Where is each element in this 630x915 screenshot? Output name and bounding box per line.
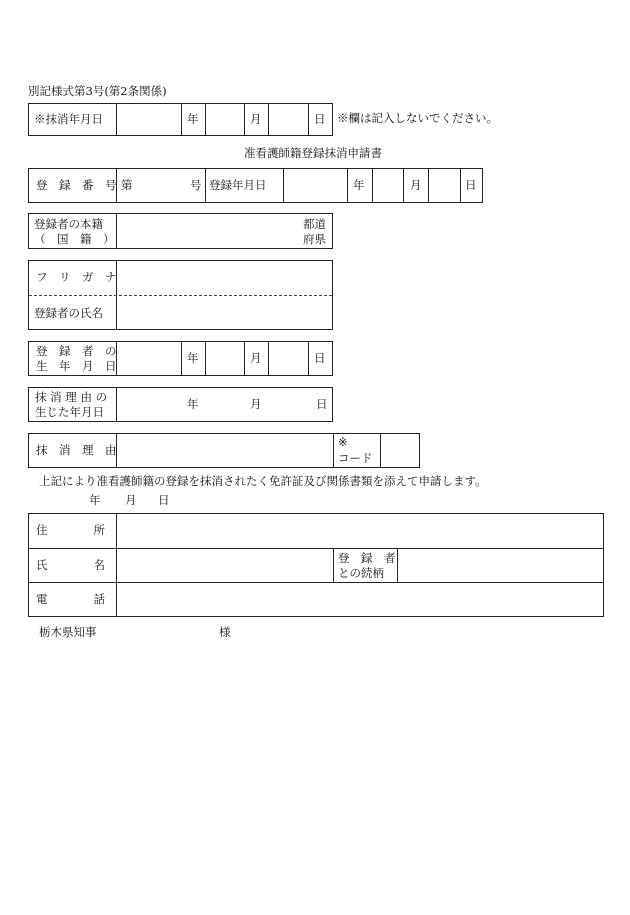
honseki-label-line1: 登録者の本籍 — [34, 217, 103, 231]
honseki-label-line2: （ 国 籍 ） — [34, 232, 115, 246]
applicant-registrant-name-label: 登録者の氏名 — [34, 306, 103, 320]
reason-date-label-line2: 生じた年月日 — [35, 405, 104, 419]
erasure-year-field[interactable] — [117, 104, 180, 135]
prefecture-suffix-line2: 府県 — [303, 232, 326, 246]
registration-month-field[interactable] — [373, 169, 403, 202]
phone-field[interactable] — [117, 583, 603, 616]
registration-number-prefix: 第 — [121, 178, 133, 192]
birth-year-field[interactable] — [117, 342, 180, 375]
registration-year-field[interactable] — [284, 169, 347, 202]
relation-label-line1: 登 録 者 — [338, 551, 396, 565]
registration-number-suffix: 号 — [190, 178, 202, 192]
registration-day-field[interactable] — [429, 169, 460, 202]
name-box — [28, 260, 333, 330]
registration-month-unit: 月 — [410, 178, 422, 192]
reason-date-field[interactable] — [117, 388, 332, 421]
code-field[interactable] — [381, 434, 419, 467]
reason-date-label-line1: 抹 消 理 由 の — [35, 390, 108, 404]
reason-date-month-unit: 月 — [250, 397, 262, 411]
prefecture-suffix-line1: 都道 — [303, 217, 326, 231]
reason-date-year-unit: 年 — [187, 397, 199, 411]
erasure-month-field[interactable] — [206, 104, 244, 135]
reason-date-day-unit: 日 — [316, 397, 328, 411]
erasure-date-label: ※抹消年月日 — [34, 112, 103, 126]
erasure-date-box — [28, 103, 333, 136]
reason-date-box — [28, 387, 333, 422]
registration-date-label: 登録年月日 — [209, 178, 267, 192]
furigana-label: フ リ ガ ナ — [36, 270, 117, 284]
relation-field[interactable] — [398, 549, 603, 582]
birth-day-unit: 日 — [314, 351, 326, 365]
governor-addressee: 栃木県知事 — [39, 625, 97, 639]
birth-year-unit: 年 — [187, 351, 199, 365]
registration-day-unit: 日 — [465, 178, 477, 192]
office-use-note: ※欄は記入しないでください。 — [337, 111, 498, 125]
registration-number-label: 登 録 番 号 — [36, 178, 117, 192]
honorific: 様 — [219, 625, 231, 639]
birth-label-line2: 生 年 月 日 — [36, 359, 117, 373]
erasure-day-unit: 日 — [314, 112, 326, 126]
honseki-box — [28, 213, 333, 249]
reason-label: 抹 消 理 由 — [36, 443, 117, 457]
form-title: 准看護師籍登録抹消申請書 — [244, 146, 382, 160]
registration-number-field[interactable] — [135, 169, 185, 202]
applicant-name-field[interactable] — [117, 549, 333, 582]
registration-year-unit: 年 — [353, 178, 365, 192]
code-label: コード — [338, 451, 373, 465]
application-statement: 上記により准看護師籍の登録を抹消されたく免許証及び関係書類を添えて申請します。 — [39, 474, 487, 488]
furigana-field[interactable] — [117, 261, 332, 295]
address-label: 住 所 — [36, 523, 105, 537]
form-number: 別記様式第3号(第2条関係) — [28, 84, 167, 98]
code-office-mark: ※ — [338, 435, 348, 449]
phone-label: 電 話 — [36, 592, 105, 606]
birth-label-line1: 登 録 者 の — [36, 344, 117, 358]
applicant-box — [28, 513, 604, 617]
registrant-name-field[interactable] — [117, 296, 332, 329]
birth-date-box — [28, 341, 333, 376]
relation-label-line2: との続柄 — [338, 566, 384, 580]
reason-box — [28, 433, 420, 468]
birth-month-field[interactable] — [206, 342, 244, 375]
erasure-day-field[interactable] — [269, 104, 308, 135]
submit-year-unit: 年 — [89, 493, 101, 507]
birth-day-field[interactable] — [269, 342, 308, 375]
erasure-month-unit: 月 — [250, 112, 262, 126]
registration-box — [28, 168, 483, 203]
birth-month-unit: 月 — [250, 351, 262, 365]
applicant-name-label: 氏 名 — [36, 558, 105, 572]
submit-month-unit: 月 — [125, 493, 137, 507]
reason-field[interactable] — [117, 434, 333, 467]
honseki-field[interactable] — [117, 214, 297, 248]
erasure-year-unit: 年 — [187, 112, 199, 126]
submit-day-unit: 日 — [158, 493, 170, 507]
address-field[interactable] — [117, 514, 603, 548]
